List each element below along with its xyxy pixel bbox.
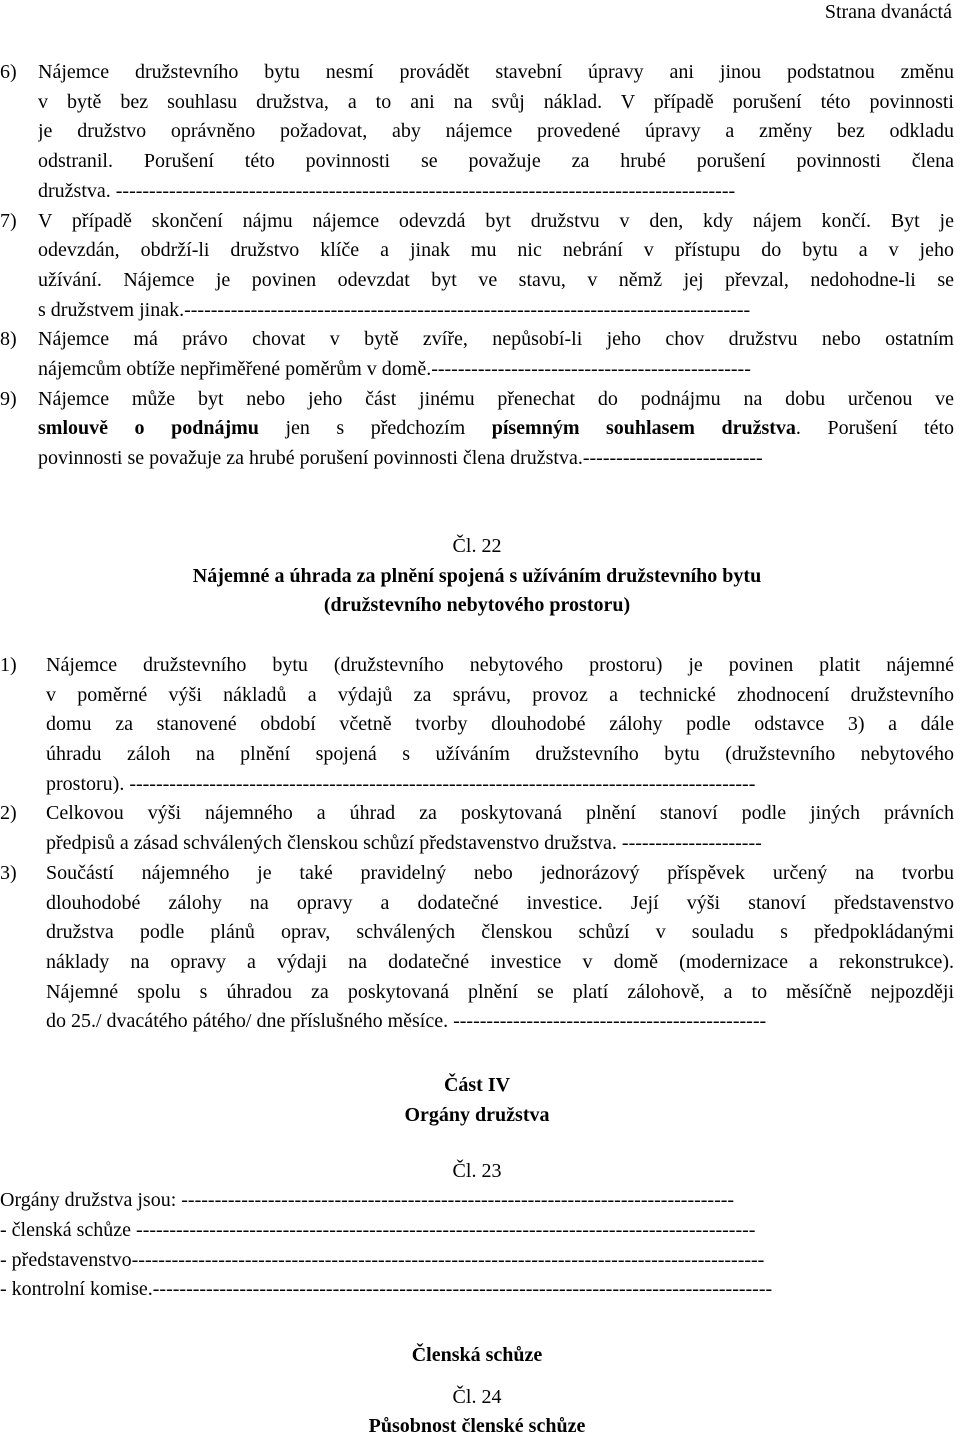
- article-22-number: Čl. 22: [452, 534, 502, 557]
- text-line: povinnosti se považuje za hrubé porušení povinnosti člena družstva.---------------------------: [38, 447, 763, 470]
- page-header: Strana dvanáctá: [824, 1, 952, 23]
- article-22-paragraph-2: [0, 799, 954, 858]
- spacer: [0, 1037, 954, 1071]
- paragraph-number: 7): [0, 209, 17, 232]
- text-line: dlouhodobé zálohy na opravy a dodatečné investice. Její výši stanoví představenstvo: [46, 891, 954, 914]
- document-body: [0, 58, 954, 1442]
- article-24-title: Působnost členské schůze: [368, 1415, 586, 1438]
- text-line: náklady na opravy a výdaji na dodatečné investice v domě (modernizace a rekonstrukce).: [46, 950, 954, 973]
- text-line: předpisů a zásad schválených členskou schůzí představenstvo družstva. ---------------------: [46, 832, 762, 855]
- text-line: V případě skončení nájmu nájemce odevzdá byt družstvu v den, kdy nájem končí. Byt je: [38, 209, 954, 232]
- text-line: úhradu záloh na plnění spojená s užíváním družstevního bytu (družstevního nebytového: [46, 743, 954, 766]
- article-22-title-sub: (družstevního nebytového prostoru): [323, 594, 631, 617]
- paragraph-6: [0, 58, 954, 207]
- article-22-title: Nájemné a úhrada za plnění spojená s užíváním družstevního bytu: [192, 564, 762, 587]
- paragraph-number: 6): [0, 61, 17, 83]
- part-4-subtitle: Orgány družstva: [404, 1103, 550, 1126]
- article-24-number: Čl. 24: [452, 1385, 502, 1408]
- paragraph-number: 9): [0, 387, 17, 410]
- text-line: odstranil. Porušení této povinnosti se považuje za hrubé porušení povinnosti člena: [38, 150, 954, 173]
- paragraph-7: [0, 207, 954, 326]
- list-item: Orgány družstva jsou: -----------------------------------------------------------------------------------: [0, 1189, 735, 1212]
- text-line: domu za stanovené období včetně tvorby dlouhodobé zálohy podle odstavce 3) a dále: [46, 713, 954, 736]
- bold-phrase: smlouvě o podnájmu: [38, 417, 259, 440]
- text-line: v poměrné výši nákladů a výdajů za správu, provoz a technické zhodnocení družstevního: [46, 683, 954, 706]
- text-line-mixed: [38, 414, 954, 444]
- text-line: odevzdán, obdrží-li družstvo klíče a jinak mu nic nebrání v přístupu do bytu a v jeho: [38, 239, 954, 262]
- spacer: [0, 474, 954, 532]
- paragraph-number: 1): [0, 653, 17, 676]
- article-22-paragraph-1: [0, 651, 954, 800]
- part-4-title: Část IV: [443, 1074, 511, 1097]
- spacer: [0, 1131, 954, 1157]
- text-line: v bytě bez souhlasu družstva, a to ani na svůj náklad. V případě porušení této povinnosti: [38, 90, 954, 113]
- paragraph-8: [0, 325, 954, 384]
- text-line: Celkovou výši nájemného a úhrad za poskytovaná plnění stanoví podle jiných právních: [46, 802, 954, 825]
- text-line: Nájemce má právo chovat v bytě zvíře, nepůsobí-li jeho chov družstvu nebo ostatním: [38, 328, 954, 351]
- list-item: - představenstvo-----------------------------------------------------------------------------------------------: [0, 1248, 765, 1271]
- text-line: do 25./ dvacátého pátého/ dne příslušného měsíce. -----------------------------------------------: [46, 1010, 767, 1033]
- text-line: družstva. ---------------------------------------------------------------------------------------------: [38, 179, 736, 202]
- text-line: Nájemce družstevního bytu nesmí provádět stavební úpravy ani jinou podstatnou změnu: [38, 61, 954, 83]
- text-run: jen s předchozím: [258, 417, 492, 440]
- paragraph-number: 3): [0, 861, 17, 884]
- text-line: Nájemce může byt nebo jeho část jinému přenechat do podnájmu na dobu určenou ve: [38, 387, 954, 410]
- text-line: je družstvo oprávněno požadovat, aby nájemce provedené úpravy a změny bez odkladu: [38, 120, 954, 143]
- text-line: Nájemné spolu s úhradou za poskytovaná plnění se platí zálohově, a to měsíčně nejpozději: [46, 980, 954, 1003]
- text-line: nájemcům obtíže nepřiměřené poměrům v domě.------------------------------------------------: [38, 358, 751, 381]
- paragraph-number: 8): [0, 328, 17, 351]
- list-item: - kontrolní komise.---------------------------------------------------------------------------------------------: [0, 1278, 773, 1301]
- text-line: družstva podle plánů oprav, schválených členskou schůzí v souladu s předpokládanými: [46, 921, 954, 944]
- article-23-list: [0, 1186, 954, 1305]
- text-line: užívání. Nájemce je povinen odevzdat byt ve stavu, v němž jej převzal, nedohodne-li se: [38, 268, 954, 291]
- section-member-meeting-title: Členská schůze: [411, 1344, 543, 1367]
- text-line: s družstvem jinak.-------------------------------------------------------------------------------------: [38, 298, 751, 321]
- bold-phrase: písemným souhlasem družstva: [491, 417, 796, 440]
- paragraph-9: [0, 385, 954, 474]
- text-line: prostoru). ----------------------------------------------------------------------------------------------: [46, 772, 756, 795]
- list-item: - členská schůze ---------------------------------------------------------------------------------------------: [0, 1218, 756, 1241]
- article-23-number: Čl. 23: [452, 1159, 502, 1182]
- spacer: [0, 1371, 954, 1383]
- text-line: Součástí nájemného je také pravidelný nebo jednorázový příspěvek určený na tvorbu: [46, 861, 954, 884]
- paragraph-number: 2): [0, 802, 17, 825]
- article-22-paragraph-3: [0, 859, 954, 1037]
- text-line: Nájemce družstevního bytu (družstevního nebytového prostoru) je povinen platit nájemné: [46, 653, 954, 676]
- text-run: . Porušení této: [795, 417, 954, 440]
- spacer: [0, 621, 954, 651]
- spacer: [0, 1305, 954, 1341]
